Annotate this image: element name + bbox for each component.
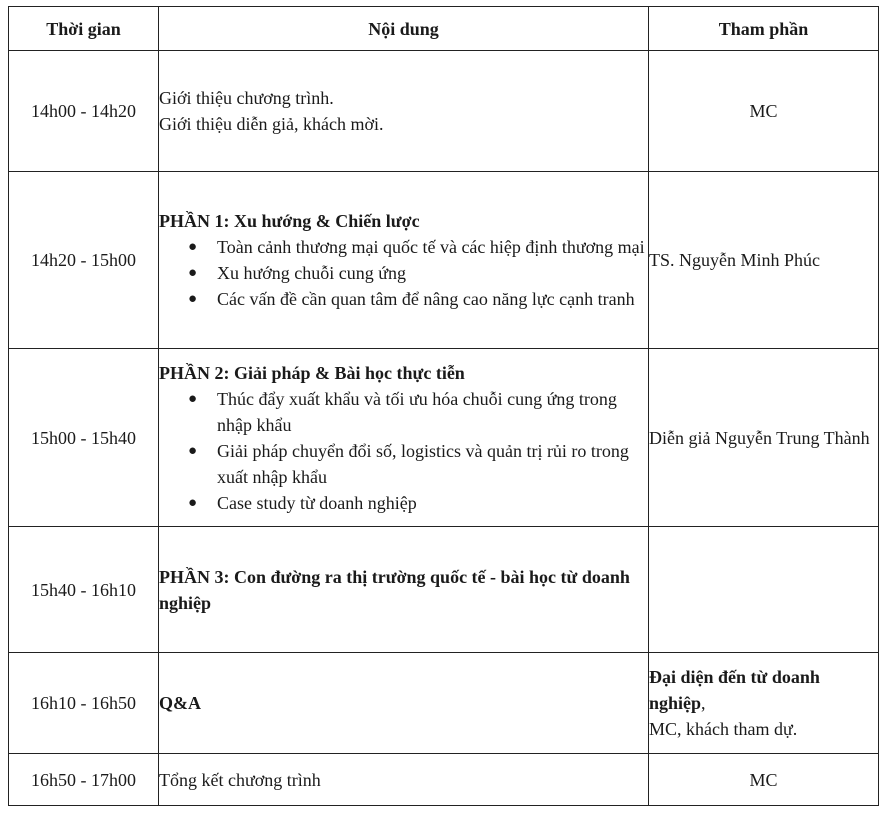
participants-cell: MC	[649, 754, 879, 806]
participants-comma: ,	[701, 693, 706, 713]
content-cell	[159, 51, 649, 172]
time-cell: 14h00 - 14h20	[9, 51, 159, 172]
bullet-item: ● Toàn cảnh thương mại quốc tế và các hiệp định thương mại	[217, 234, 648, 260]
section-title: Q&A	[159, 693, 201, 713]
participants-line: MC, khách tham dự.	[649, 719, 798, 739]
table-row	[9, 349, 879, 527]
bullet-item: ● Xu hướng chuỗi cung ứng	[217, 260, 648, 286]
bullet-list	[159, 386, 648, 516]
participants-cell: MC	[649, 51, 879, 172]
header-row	[9, 7, 879, 51]
participants-cell	[649, 527, 879, 653]
participants-bold: Đại diện đến từ doanh nghiệp	[649, 667, 820, 713]
content-line: Tổng kết chương trình	[159, 769, 321, 790]
agenda-table	[8, 6, 879, 806]
content-cell	[159, 349, 649, 527]
time-cell: 15h00 - 15h40	[9, 349, 159, 527]
time-cell: 16h10 - 16h50	[9, 653, 159, 754]
bullet-item: ● Các vấn đề cần quan tâm để nâng cao năng lực cạnh tranh	[217, 286, 648, 312]
table-row	[9, 754, 879, 806]
participants-cell	[649, 653, 879, 754]
bullet-item: ● Case study từ doanh nghiệp	[217, 490, 648, 516]
content-line: Giới thiệu diễn giả, khách mời.	[159, 114, 384, 134]
header-content: Nội dung	[159, 7, 649, 51]
table-row	[9, 527, 879, 653]
time-cell: 15h40 - 16h10	[9, 527, 159, 653]
time-cell: 16h50 - 17h00	[9, 754, 159, 806]
section-title: PHẦN 2: Giải pháp & Bài học thực tiễn	[159, 362, 465, 383]
bullet-item: ● Thúc đẩy xuất khẩu và tối ưu hóa chuỗi cung ứng trong nhập khẩu	[217, 386, 648, 438]
content-cell	[159, 754, 649, 806]
section-title: PHẦN 3: Con đường ra thị trường quốc tế - bài học từ doanh nghiệp	[159, 566, 630, 613]
content-cell	[159, 172, 649, 349]
header-participants: Tham phần	[649, 7, 879, 51]
section-title: PHẦN 1: Xu hướng & Chiến lược	[159, 211, 420, 231]
participants-cell: Diễn giả Nguyễn Trung Thành	[649, 349, 879, 527]
content-cell	[159, 527, 649, 653]
time-cell: 14h20 - 15h00	[9, 172, 159, 349]
bullet-item: ● Giải pháp chuyển đổi số, logistics và quản trị rủi ro trong xuất nhập khẩu	[217, 438, 648, 490]
table-row	[9, 51, 879, 172]
participants-cell: TS. Nguyễn Minh Phúc	[649, 172, 879, 349]
header-time: Thời gian	[9, 7, 159, 51]
content-cell	[159, 653, 649, 754]
table-row	[9, 172, 879, 349]
content-line: Giới thiệu chương trình.	[159, 88, 334, 108]
bullet-list	[159, 234, 648, 312]
table-row	[9, 653, 879, 754]
